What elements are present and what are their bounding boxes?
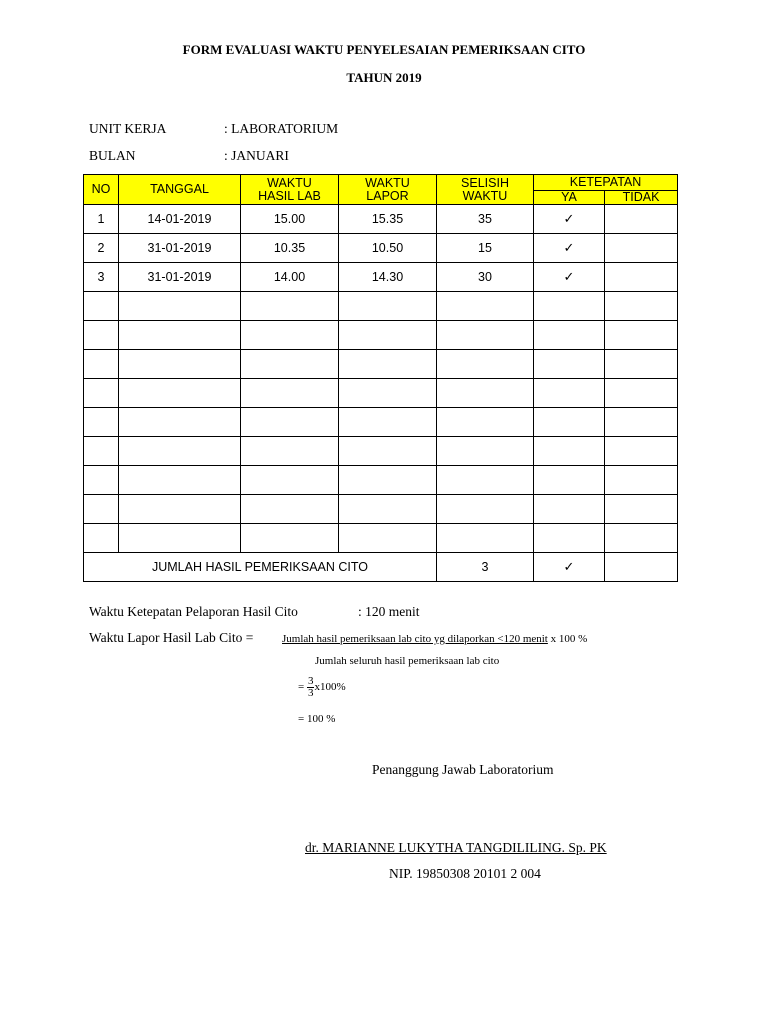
formula-numerator: Jumlah hasil pemeriksaan lab cito yg dilaporkan <120 menit x 100 % <box>282 633 588 645</box>
empty-row <box>84 321 678 350</box>
check-icon: ✓ <box>534 234 605 263</box>
cell-no-mark <box>605 263 678 292</box>
month-value: : JANUARI <box>224 148 289 163</box>
empty-row <box>84 350 678 379</box>
total-no-mark <box>605 553 678 582</box>
cell-date: 14-01-2019 <box>119 205 241 234</box>
month-label: BULAN <box>89 148 136 163</box>
cell-diff: 15 <box>437 234 534 263</box>
table-row <box>84 263 678 292</box>
evaluation-table <box>83 174 678 582</box>
unit-label: UNIT KERJA <box>89 121 167 136</box>
empty-row <box>84 466 678 495</box>
signature-nip: NIP. 19850308 20101 2 004 <box>389 866 541 881</box>
empty-row <box>84 524 678 553</box>
header-yes: YA <box>534 191 605 205</box>
cell-date: 31-01-2019 <box>119 234 241 263</box>
header-no: NO <box>84 175 119 205</box>
form-title: FORM EVALUASI WAKTU PENYELESAIAN PEMERIKSAAN CITO <box>182 42 586 57</box>
header-diff: SELISIH WAKTU <box>437 175 534 205</box>
form-year: TAHUN 2019 <box>346 70 422 85</box>
cell-diff: 30 <box>437 263 534 292</box>
cell-diff: 35 <box>437 205 534 234</box>
cell-report-time: 10.50 <box>339 234 437 263</box>
signature-role: Penanggung Jawab Laboratorium <box>372 762 554 777</box>
empty-row <box>84 379 678 408</box>
table-row <box>84 234 678 263</box>
threshold-value: : 120 menit <box>358 604 420 619</box>
check-icon: ✓ <box>534 205 605 234</box>
calc-fraction: $\frac{3}{3}$ <box>307 675 314 699</box>
check-icon: ✓ <box>534 553 605 582</box>
cell-no: 2 <box>84 234 119 263</box>
header-result-time: WAKTU HASIL LAB <box>241 175 339 205</box>
cell-result-time: 14.00 <box>241 263 339 292</box>
cell-result-time: 10.35 <box>241 234 339 263</box>
cell-result-time: 15.00 <box>241 205 339 234</box>
empty-row <box>84 292 678 321</box>
table-row <box>84 205 678 234</box>
empty-row <box>84 495 678 524</box>
total-row <box>84 553 678 582</box>
formula-label: Waktu Lapor Hasil Lab Cito = <box>89 630 254 645</box>
empty-row <box>84 437 678 466</box>
empty-row <box>84 408 678 437</box>
check-icon: ✓ <box>534 263 605 292</box>
header-no-col: TIDAK <box>605 191 678 205</box>
header-accuracy: KETEPATAN <box>534 175 678 191</box>
signature-name: dr. MARIANNE LUKYTHA TANGDILILING. Sp. PK <box>305 840 607 855</box>
cell-no: 3 <box>84 263 119 292</box>
unit-value: : LABORATORIUM <box>224 121 339 136</box>
formula-denominator: Jumlah seluruh hasil pemeriksaan lab cito <box>315 655 500 667</box>
calc-result: = 100 % <box>298 713 336 725</box>
cell-date: 31-01-2019 <box>119 263 241 292</box>
header-report-time: WAKTU LAPOR <box>339 175 437 205</box>
cell-no-mark <box>605 234 678 263</box>
total-value: 3 <box>437 553 534 582</box>
header-date: TANGGAL <box>119 175 241 205</box>
cell-no: 1 <box>84 205 119 234</box>
cell-no-mark <box>605 205 678 234</box>
total-label: JUMLAH HASIL PEMERIKSAAN CITO <box>84 553 437 582</box>
cell-report-time: 14.30 <box>339 263 437 292</box>
threshold-label: Waktu Ketepatan Pelaporan Hasil Cito <box>89 604 298 619</box>
cell-report-time: 15.35 <box>339 205 437 234</box>
calculation: = $\frac{3}{3}$ x100% <box>298 675 346 699</box>
